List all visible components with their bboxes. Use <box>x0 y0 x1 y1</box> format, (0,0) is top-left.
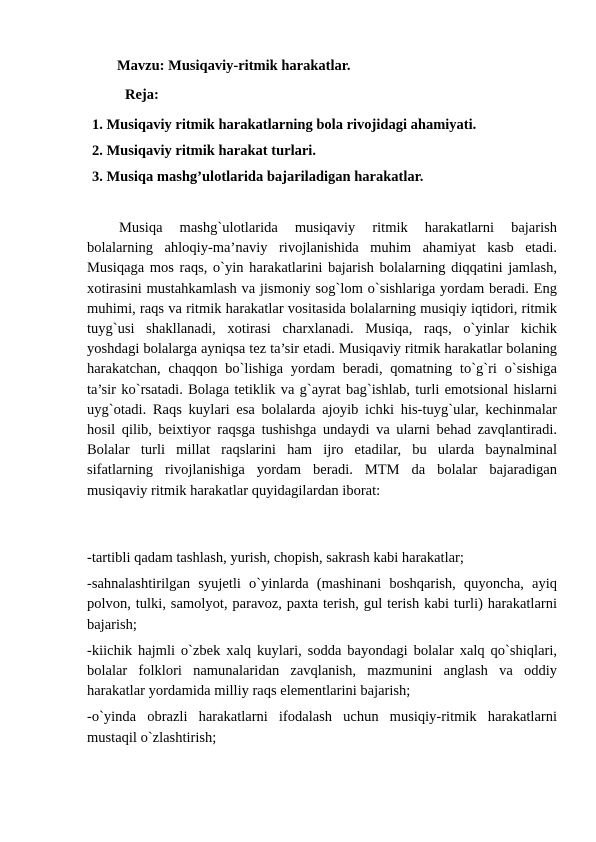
plan-heading: Reja: <box>125 87 159 103</box>
plan-item: 3. Musiqa mashg’ulotlarida bajariladigan harakatlar. <box>92 169 424 185</box>
bullet-item: -tartibli qadam tashlash, yurish, chopish, sakrash kabi harakatlar; <box>87 550 464 566</box>
plan-item: 1. Musiqaviy ritmik harakatlarning bola rivojidagi ahamiyati. <box>92 117 477 133</box>
bullet-list <box>87 548 557 754</box>
plan-item: 2. Musiqaviy ritmik harakat turlari. <box>92 143 316 159</box>
bullet-item: -kiichik hajmli o`zbek xalq kuylari, sodda bayondagi bolalar xalq qo`shiqlari, bolalar folklori namunalaridan zavqlanish, mazmunini anglash va oddiy harakatlar yordamida milliy raqs elementlarini bajarish; <box>87 642 557 700</box>
bullet-item: -o`yinda obrazli harakatlarni ifodalash uchun musiqiy-ritmik harakatlarni mustaqil o`zlashtirish; <box>87 709 557 746</box>
plan-list <box>92 112 476 190</box>
page-title: Mavzu: Musiqaviy-ritmik harakatlar. <box>117 58 351 74</box>
body-paragraph: Musiqa mashg`ulotlarida musiqaviy ritmik harakatlarni bajarish bolalarning ahloqiy-ma’naviy rivojlanishida muhim ahamiyat kasb etadi. Musiqaga mos raqs, o`yin harakatlarini bajarish bolalarning diqqatini jamlash, xotirasini mustahkamlash va jismoniy sog`lom o`sishlariga yordam beradi. Eng muhimi, raqs va ritmik harakatlar vositasida bolalarning musiqiy iqtidori, ritmik tuyg`usi shakllanadi, xotirasi charxlanadi. Musiqa, raqs, o`yinlar kichik yoshdagi bolalarga ayniqsa tez ta’sir etadi. Musiqaviy ritmik harakatlar bolaning harakatchan, chaqqon bo`lishiga yordam beradi, qomatning to`g`ri o`sishiga ta’sir ko`rsatadi. Bolaga tetiklik va g`ayrat bag`ishlab, turli emotsional hislarni uyg`otadi. Raqs kuylari esa bolalarda ajoyib ichki his-tuyg`ular, kechinmalar hosil qilib, beixtiyor raqsga tushishga undaydi va ularni behad zavqlantiradi. Bolalar turli millat raqslarini ham ijro etadilar, bu ularda baynalminal sifatlarning rivojlanishiga yordam beradi. MTM da bolalar bajaradigan musiqaviy ritmik harakatlar quyidagilardan iborat: <box>87 220 557 499</box>
bullet-item: -sahnalashtirilgan syujetli o`yinlarda (mashinani boshqarish, quyoncha, ayiq polvon, tulki, samolyot, paravoz, paxta terish, gul terish kabi turli) harakatlarni bajarish; <box>87 576 557 633</box>
